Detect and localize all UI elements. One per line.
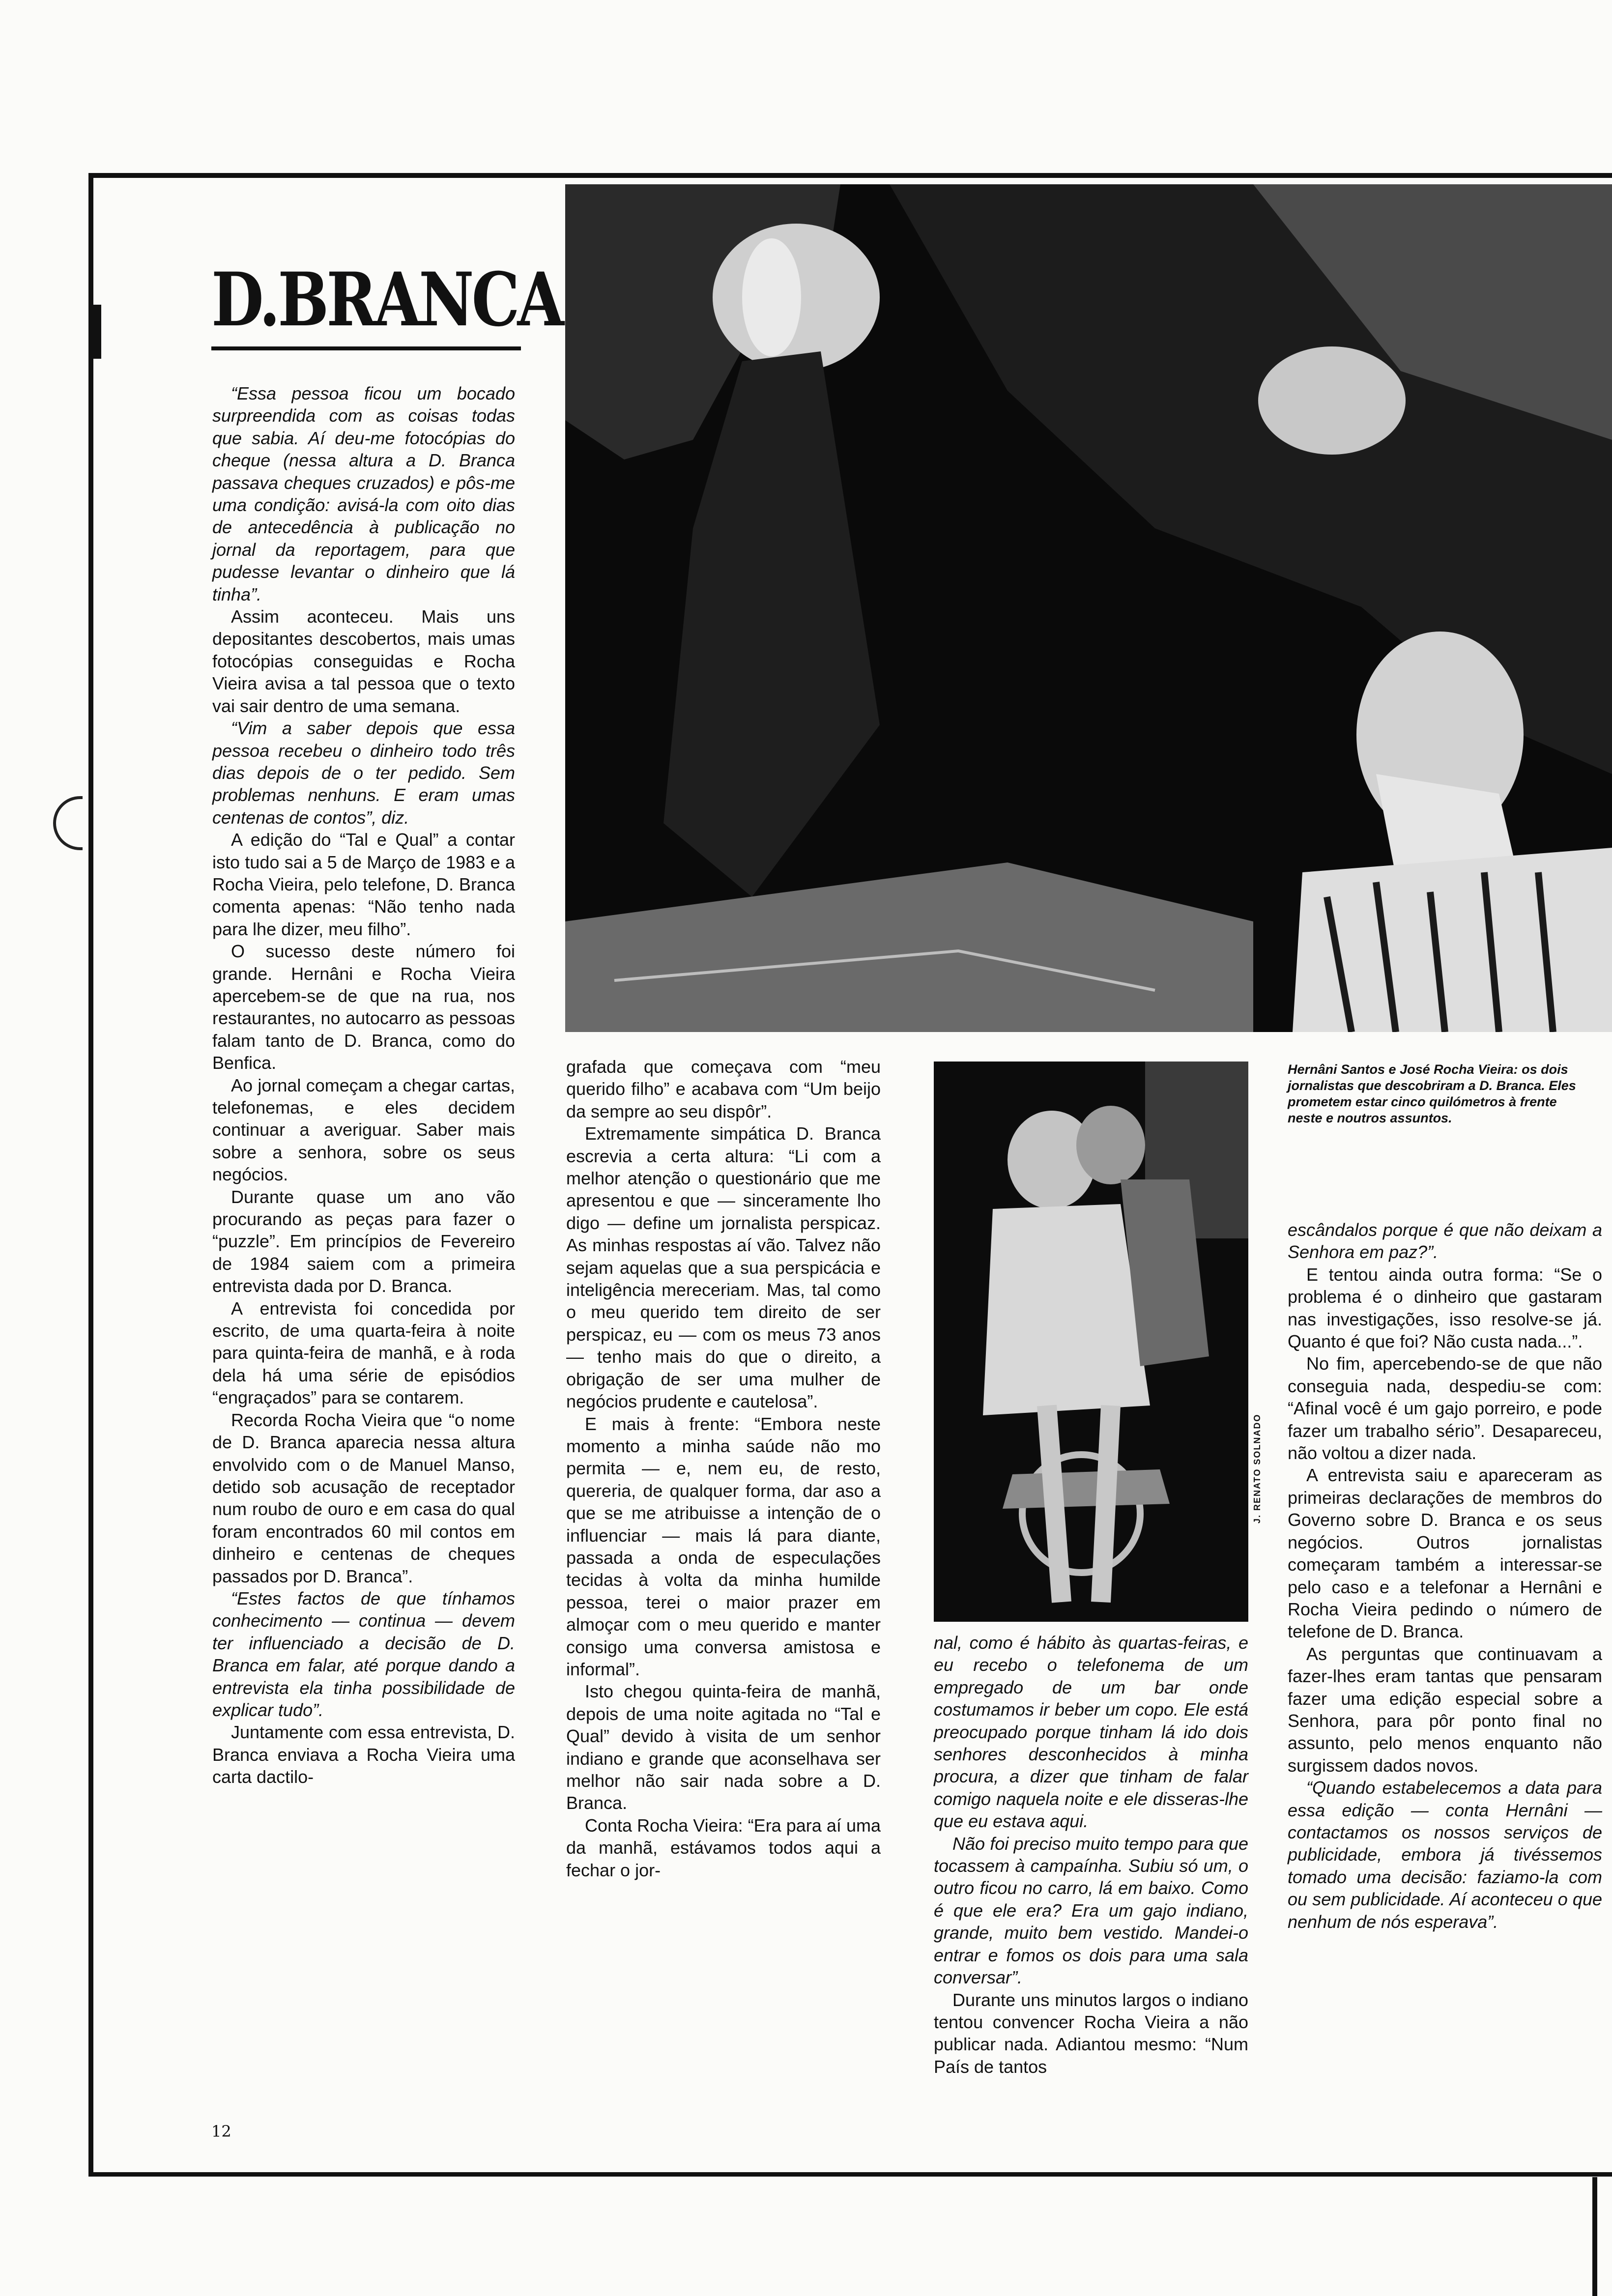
right-crop-mark	[1592, 2177, 1597, 2296]
binding-bar-mark	[93, 305, 101, 359]
paragraph: A edição do “Tal e Qual” a contar isto tudo sai a 5 de Março de 1983 e a Rocha Vieira, pelo telefone, D. Branca comenta apenas: “Não tenho nada para lhe dizer, meu filho”.	[212, 830, 515, 939]
paragraph: A entrevista foi concedida por escrito, de uma quarta-feira à noite para quinta-feira de manhã, e à roda dela há uma série de episódios “engraçados” para se contarem.	[212, 1298, 515, 1408]
paragraph: As perguntas que continuavam a fazer-lhes eram tantas que pensaram fazer uma edição especial sobre a Senhora, para pôr ponto final no assunto, pelo menos enquanto não surgissem dados novos.	[1288, 1643, 1602, 1776]
paragraph: Recorda Rocha Vieira que “o nome de D. Branca aparecia nessa altura envolvido com o de Manuel Manso, detido sob acusação de receptador num roubo de ouro e em casa do qual foram encontrados 60 mil contos em dinheiro e centenas de cheques passados por D. Branca”.	[212, 1409, 515, 1586]
paragraph: A entrevista saiu e apareceram as primeiras declarações de membros do Governo sobre D. Branca e os seus negócios. Outros jornalistas começaram também a interessar-se pelo caso e a telefonar a Hernâni e Rocha Vieira pedindo o número de telefone de D. Branca.	[1288, 1465, 1602, 1642]
top-rule	[88, 173, 1612, 178]
paragraph: escândalos porque é que não deixam a Senhora em paz?”.	[1288, 1220, 1602, 1263]
photo-credit: J. RENATO SOLNADO	[1252, 1413, 1262, 1523]
title-underline	[211, 346, 521, 350]
paragraph: Juntamente com essa entrevista, D. Branca enviava a Rocha Vieira uma carta dactilo-	[212, 1722, 515, 1787]
binding-hole-mark	[53, 796, 83, 850]
article-column-2	[566, 1056, 881, 1881]
paragraph: Durante uns minutos largos o indiano tentou convencer Rocha Vieira a não publicar nada. Adiantou mesmo: “Num País de tantos	[934, 1989, 1248, 2077]
article-column-3	[934, 1632, 1248, 2078]
paragraph: nal, como é hábito às quartas-feiras, e eu recebo o telefonema de um empregado de um bar onde costumamos ir beber um copo. Ele está preocupado porque tinham lá ido dois senhores desconhecidos à minha procura, a dizer que tinham de falar comigo naquela noite e ele disseras-lhe que eu estava aqui.	[934, 1633, 1248, 1832]
paragraph: “Vim a saber depois que essa pessoa recebeu o dinheiro todo três dias depois de o ter pedido. Sem problemas nenhuns. E eram umas centenas de contos”, diz.	[212, 718, 515, 828]
paragraph: O sucesso deste número foi grande. Hernâni e Rocha Vieira apercebem-se de que na rua, nos restaurantes, no autocarro as pessoas falam tanto de D. Branca, como do Benfica.	[212, 941, 515, 1073]
paragraph: Durante quase um ano vão procurando as peças para fazer o “puzzle”. Em princípios de Fevereiro de 1984 saiem com a primeira entrevista dada por D. Branca.	[212, 1186, 515, 1296]
paragraph: Assim aconteceu. Mais uns depositantes descobertos, mais umas fotocópias conseguidas e Rocha Vieira avisa a tal pessoa que o texto vai sair dentro de uma semana.	[212, 606, 515, 716]
secondary-photo-image	[934, 1062, 1248, 1622]
paragraph: “Quando estabelecemos a data para essa edição — conta Hernâni — contactamos os nossos serviços de publicidade, embora já tivéssemos tomado uma decisão: faziamo-la com ou sem publicidade. Aí aconteceu o que nenhum de nós esperava”.	[1288, 1778, 1602, 1932]
article-column-1	[212, 382, 515, 1788]
paragraph: E mais à frente: “Embora neste momento a minha saúde não mo permita — e, nem eu, de resto, quereria, de qualquer forma, dar aso a que se me atribuisse a intenção de o influenciar — mais lá para diante, passada a onda de especulações tecidas à volta da minha humilde pessoa, terei o maior prazer em almoçar com o meu querido e manter consigo uma conversa amistosa e informal”.	[566, 1413, 881, 1679]
paragraph: Ao jornal começam a chegar cartas, telefonemas, e eles decidem continuar a averiguar. Saber mais sobre a senhora, sobre os seus negócios.	[212, 1075, 515, 1185]
paragraph: E tentou ainda outra forma: “Se o problema é o dinheiro que gastaram nas investigações, isso resolve-se já. Quanto é que foi? Não custa nada...”.	[1288, 1264, 1602, 1352]
paragraph: Isto chegou quinta-feira de manhã, depois de uma noite agitada no “Tal e Qual” devido à visita de um senhor indiano e grande que aconselhava ser melhor não sair nada sobre a D. Branca.	[566, 1681, 881, 1813]
main-photo	[565, 184, 1612, 1032]
photo-caption: Hernâni Santos e José Rocha Vieira: os dois jornalistas que descobriram a D. Branca. Eles prometem estar cinco quilómetros à frente neste e noutros assuntos.	[1288, 1062, 1576, 1125]
article-title: D.BRANCA	[211, 257, 562, 343]
page-number: 12	[211, 2122, 231, 2141]
paragraph: Extremamente simpática D. Branca escrevia a certa altura: “Li com a melhor atenção o questionário que me apresentou e que — sinceramente lho digo — define um jornalista perspicaz. As minhas respostas aí vão. Talvez não sejam aquelas que a sua perspicácia e inteligência mereceriam. Mas, tal como o meu querido tem direito de ser perspicaz, eu — com os meus 73 anos — tenho mais do que o direito, a obrigação de ser uma mulher de negócios prudente e cautelosa”.	[566, 1123, 881, 1412]
article-column-4	[1288, 1219, 1602, 1933]
paragraph: “Essa pessoa ficou um bocado surpreendida com as coisas todas que sabia. Aí deu-me fotocópias do cheque (nessa altura a D. Branca passava cheques cruzados) e pôs-me uma condição: avisá-la com oito dias de antecedência à publicação no jornal da reportagem, para que pudesse levantar o dinheiro que lá tinha”.	[212, 383, 515, 604]
main-photo-image	[565, 184, 1612, 1032]
paragraph: grafada que começava com “meu querido filho” e acabava com “Um beijo da sempre ao seu dispôr”.	[566, 1057, 881, 1121]
left-margin-line	[88, 173, 93, 2173]
secondary-photo	[934, 1062, 1248, 1622]
paragraph: No fim, apercebendo-se de que não conseguia nada, despediu-se com: “Afinal você é um gajo porreiro, e pode fazer um trabalho sério”. Desapareceu, não voltou a dizer nada.	[1288, 1353, 1602, 1464]
paragraph: Conta Rocha Vieira: “Era para aí uma da manhã, estávamos todos aqui a fechar o jor-	[566, 1815, 881, 1880]
bottom-rule	[88, 2172, 1612, 2177]
paragraph: “Estes factos de que tínhamos conhecimento — continua — devem ter influenciado a decisão de D. Branca em falar, até porque dando a entrevista ela tinha possibilidade de explicar tudo”.	[212, 1588, 515, 1720]
paragraph: Não foi preciso muito tempo para que tocassem à campaínha. Subiu só um, o outro ficou no carro, lá em baixo. Como é que ele era? Era um gajo indiano, grande, muito bem vestido. Mandei-o entrar e fomos os dois para uma sala conversar”.	[934, 1833, 1248, 1988]
